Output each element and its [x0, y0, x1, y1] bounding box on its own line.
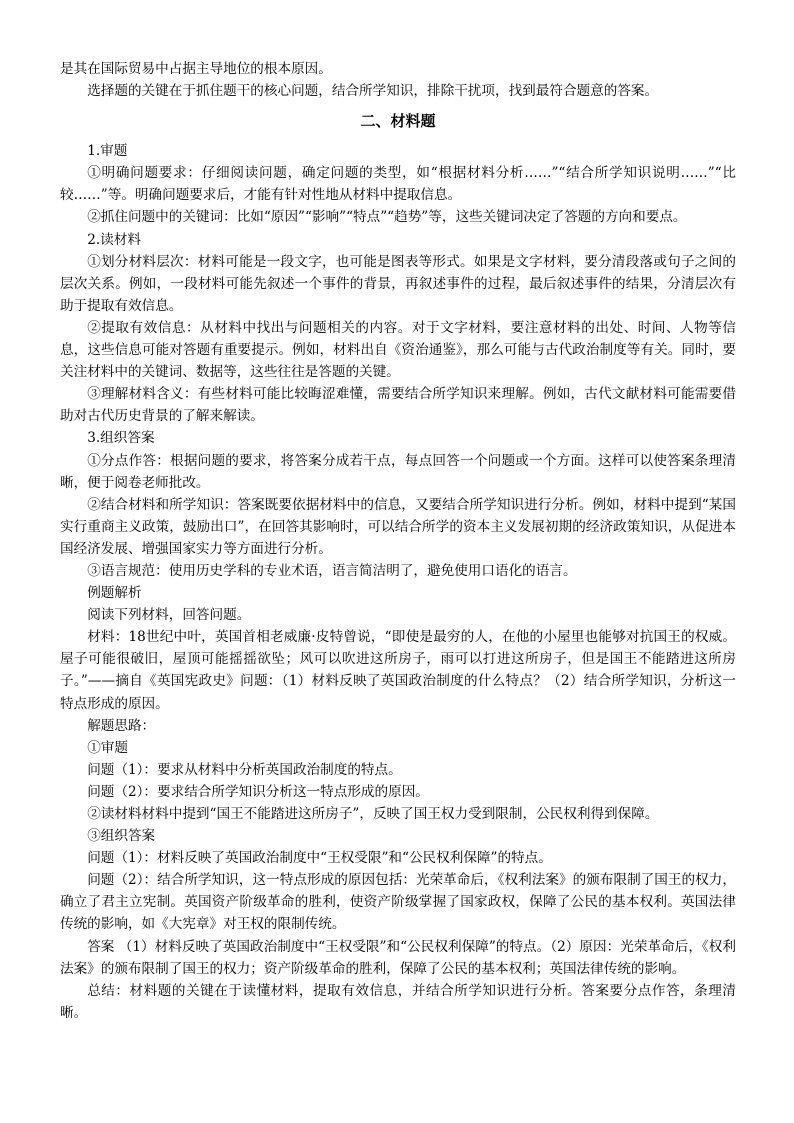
step2-paragraph-2: ②提取有效信息：从材料中找出与问题相关的内容。对于文字材料，要注意材料的出处、时间、人物等信息，这些信息可能对答题有重要提示。例如，材料出自《资治通鉴》，那么可能与古代政治制度等有关。同时，要关注材料中的关键词、数据等，这些往往是答题的关键。 [60, 319, 736, 381]
example-step-3: ③组织答案 [87, 828, 156, 845]
example-thinking-label: 解题思路： [87, 717, 156, 734]
document-page [60, 58, 736, 1024]
example-prompt: 阅读下列材料，回答问题。 [87, 607, 251, 624]
example-question-1: 问题（1）：要求从材料中分析英国政治制度的特点。 [87, 761, 402, 778]
example-summary: 总结：材料题的关键在于读懂材料，提取有效信息，并结合所学知识进行分析。答案要分点作答，条理清晰。 [60, 982, 736, 1021]
step2-paragraph-1: ①划分材料层次：材料可能是一段文字，也可能是图表等形式。如果是文字材料，要分清段落或句子之间的层次关系。例如，一段材料可能先叙述一个事件的背景，再叙述事件的过程，最后叙述事件的结果，分清层次有助于提取有效信息。 [60, 253, 736, 314]
step3-title: 3.组织答案 [87, 430, 155, 447]
step3-paragraph-3: ③语言规范：使用历史学科的专业术语，语言简洁明了，避免使用口语化的语言。 [87, 562, 577, 579]
example-step-2: ②读材料材料中提到“国王不能踏进这所房子”，反映了国王权力受到限制，公民权利得到保障。 [87, 806, 659, 822]
step3-paragraph-1: ①分点作答：根据问题的要求，将答案分成若干点，每点回答一个问题或一个方面。这样可以使答案条理清晰，便于阅卷老师批改。 [60, 452, 736, 491]
example-answer-1: 问题（1）：材料反映了英国政治制度中“王权受限”和“公民权利保障”的特点。 [87, 850, 552, 867]
example-title: 例题解析 [87, 585, 142, 602]
step1-title: 1.审题 [87, 143, 128, 160]
example-question-2: 问题（2）：要求结合所学知识分析这一特点形成的原因。 [87, 783, 429, 800]
intro-paragraph: 选择题的关键在于抓住题干的核心问题，结合所学知识，排除干扰项，找到最符合题意的答案。 [87, 83, 659, 100]
example-material: 材料：18世纪中叶，英国首相老威廉·皮特曾说，“即使是最穷的人，在他的小屋里也能够对抗国王的权威。屋子可能很破旧，屋顶可能摇摇欲坠；风可以吹进这所房子，雨可以打进这所房子，但是国王不能踏进这所房子。”——摘自《英国宪政史》问题：（1）材料反映了英国政治制度的什么特点？（2）结合所学知识，分析这一特点形成的原因。 [60, 629, 736, 712]
step2-paragraph-3: ③理解材料含义：有些材料可能比较晦涩难懂，需要结合所学知识来理解。例如，古代文献材料可能需要借助对古代历史背景的了解来解读。 [60, 386, 736, 425]
example-step-1: ①审题 [87, 739, 128, 756]
section-title: 二、材料题 [360, 112, 436, 131]
step2-title: 2.读材料 [87, 231, 141, 248]
step1-paragraph-1: ①明确问题要求：仔细阅读问题，确定问题的类型，如“根据材料分析……”“结合所学知识说明……”“比较……”等。明确问题要求后，才能有针对性地从材料中提取信息。 [60, 165, 736, 204]
example-answer-2: 问题（2）：结合所学知识，这一特点形成的原因包括：光荣革命后，《权利法案》的颁布限制了国王的权力，确立了君主立宪制。英国资产阶级革命的胜利，使资产阶级掌握了国家政权，保障了公民的基本权利。英国法律传统的影响，如《大宪章》对王权的限制传统。 [60, 872, 736, 933]
step3-paragraph-2: ②结合材料和所学知识：答案既要依据材料中的信息，又要结合所学知识进行分析。例如，材料中提到“某国实行重商主义政策，鼓励出口”，在回答其影响时，可以结合所学的资本主义发展初期的经济政策知识，从促进本国经济发展、增强国家实力等方面进行分析。 [60, 496, 736, 557]
example-final-answer: 答案 （1）材料反映了英国政治制度中“王权受限”和“公民权利保障”的特点。（2）原因：光荣革命后，《权利法案》的颁布限制了国王的权力；资产阶级革命的胜利，保障了公民的基本权利；英国法律传统的影响。 [60, 938, 736, 977]
step1-paragraph-2: ②抓住问题中的关键词：比如“原因”“影响”“特点”“趋势”等，这些关键词决定了答题的方向和要点。 [87, 209, 687, 226]
intro-continuation: 是其在国际贸易中占据主导地位的根本原因。 [60, 61, 332, 77]
